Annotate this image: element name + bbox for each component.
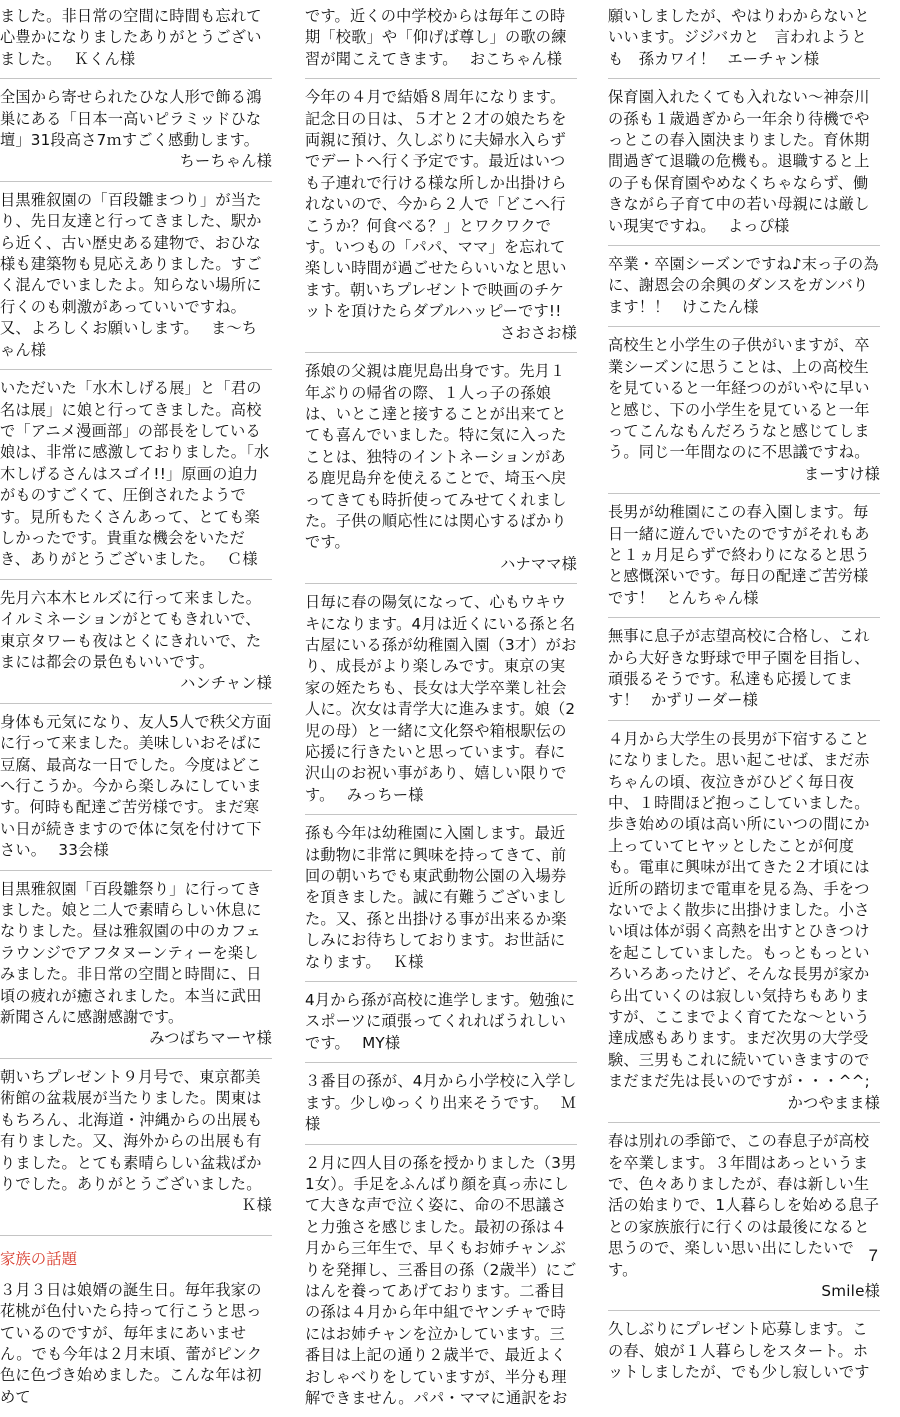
post-author: 33会様 — [58, 841, 109, 859]
post-author: ま～ちゃん様 — [0, 319, 257, 358]
post-text: 日毎に春の陽気になって、心もウキウキになります。4月は近くにいる孫と名古屋にいる孫が幼稚園入園（3才）がおり、成長がより楽しみです。東京の実家の姪たちも、長女は大学卒業し社会人に。次女は青学大に進みます。娘（2児の母）と一緒に文化祭や箱根駅伝の応援に行きたいと思っています。春に沢山のお祝い事があり、嬉しい限りです。 — [305, 593, 576, 804]
page-number: 7 — [869, 1246, 878, 1266]
reader-post — [305, 0, 577, 78]
post-text: ました。非日常の空間に時間も忘れて心豊かになりましたありがとうございました。 — [0, 7, 262, 68]
post-author: みつばちマーヤ様 — [0, 1028, 272, 1049]
reader-post — [305, 78, 577, 352]
post-text: 願いしましたが、やはりわからないといいます。ジジバカと 言われようとも 孫カワイ！ — [608, 7, 870, 68]
reader-post — [608, 245, 880, 326]
column-2 — [305, 0, 577, 1417]
post-text: 4月から孫が高校に進学します。勉強にスポーツに頑張ってくれればうれしいです。 — [305, 991, 575, 1052]
reader-post — [0, 870, 272, 1058]
post-text: 卒業・卒園シーズンですね♪末っ子の為に、謝恩会の余興のダンスをガンバります！！ — [608, 255, 879, 316]
reader-post — [305, 352, 577, 583]
post-text: 長男が幼稚園にこの春入園します。毎日一緒に遊んでいたのですがそれもあと１ヵ月足らずで終わりになると思うと感慨深いです。毎日の配達ご苦労様です！ — [608, 503, 870, 607]
reader-post — [0, 1058, 272, 1225]
post-author: Ｋ様 — [393, 953, 424, 971]
post-author: ハンチャン様 — [0, 673, 272, 694]
reader-post — [305, 1144, 577, 1417]
post-author: みっちー様 — [347, 786, 424, 804]
post-author: まーすけ様 — [608, 464, 880, 485]
reader-post — [608, 617, 880, 720]
column-3 — [608, 0, 880, 1392]
post-author: ハナママ様 — [305, 554, 577, 575]
post-text: ３番目の孫が、4月から小学校に入学します。少しゆっくり出来そうです。 — [305, 1072, 576, 1111]
reader-post — [305, 981, 577, 1062]
post-author: MY様 — [362, 1034, 400, 1052]
post-text: 今年の４月で結婚８周年になります。記念日の日は、５才と２才の娘たちを両親に預け、久しぶりに夫婦水入らずでデートへ行く予定です。最近はいつも子連れで行ける様な所しか出掛けられないので、今から２人で「どこへ行こうか？何食べる？」とワクワクです。いつもの「パパ、ママ」を忘れて楽しい時間が過ごせたらいいなと思います。朝いちプレゼントで映画のチケットを頂けたらダブルハッピーです!! — [305, 88, 567, 320]
post-text: 保育園入れたくても入れない～神奈川の孫も１歳過ぎから一年余り待機でやっとこの春入園決まりました。育休期間過ぎて退職の危機も。退職すると上の子も保育園やめなくちゃならず、働きながら子育て中の若い母親には厳しい現実ですね。 — [608, 88, 870, 234]
post-author: よっぴ様 — [728, 217, 790, 235]
post-text: 孫娘の父親は鹿児島出身です。先月１年ぶりの帰省の際、１人っ子の孫娘は、いとこ達と接することが出来てとても喜んでいました。特に気に入ったことは、独特のイントネーションがある鹿児島弁を使えることで、埼玉へ戻ってきても時折使ってみせてくれました。子供の順応性には関心するばかりです。 — [305, 362, 567, 551]
post-author: かずリーダー様 — [651, 691, 758, 709]
post-author: とんちゃん様 — [666, 589, 758, 607]
reader-post — [0, 78, 272, 181]
post-author: Ｋ様 — [0, 1195, 272, 1216]
post-author: Ｃ様 — [227, 550, 258, 568]
reader-post — [0, 579, 272, 703]
reader-post — [608, 326, 880, 493]
reader-post — [0, 0, 272, 78]
reader-post — [0, 703, 272, 870]
post-text: 朝いちプレゼント９月号で、東京都美術館の盆栽展が当たりました。関東はもちろん、北海道・沖縄からの出展も有りました。又、海外からの出展も有りました。とても素晴らしい盆栽ばかりでした。ありがとうございました。 — [0, 1068, 263, 1193]
post-text: 無事に息子が志望高校に合格し、これから大好きな野球で甲子園を目指し、頑張るそうです。私達も応援してます！ — [608, 627, 870, 709]
post-author: さおさお様 — [305, 323, 577, 344]
post-text: 目黒雅叙園の「百段雛まつり」が当たり、先日友達と行ってきました、駅から近く、古い歴史ある建物で、おひな様も建築物も見応えありました。すごく混んでいましたよ。知らない場所に行くのも刺激があっていいですね。又、よろしくお願いします。 — [0, 191, 262, 337]
reader-post — [608, 720, 880, 1122]
reader-post — [608, 0, 880, 78]
reader-post — [305, 583, 577, 814]
post-text: 孫も今年は幼稚園に入園します。最近は動物に非常に興味を持ってきて、前回の朝いちでも東武動物公園の入場券を頂きました。誠に有難うございました。又、孫と出掛ける事が出来るか楽しみにお待ちしております。お世話になります。 — [305, 824, 567, 970]
post-author: おこちゃん様 — [470, 50, 562, 68]
reader-post — [305, 1062, 577, 1143]
reader-post — [0, 369, 272, 579]
reader-post — [0, 181, 272, 369]
reader-post — [608, 1122, 880, 1310]
post-text: いただいた「水木しげる展」と「君の名は展」に娘と行ってきました。高校で「アニメ漫画部」の部長をしている娘は、非常に感激しておりました。「水木しげるさんはスゴイ!!」原画の迫力がものすごくて、圧倒されたようです。見所もたくさんあって、とても楽しかったです。貴重な機会をいただき、ありがとうございました。 — [0, 379, 269, 568]
post-text: 全国から寄せられたひな人形で飾る鴻巣にある「日本一高いピラミッドひな壇」31段高さ7ｍすごく感動します。 — [0, 88, 262, 149]
reader-post — [608, 493, 880, 617]
post-text: 身体も元気になり、友人5人で秩父方面に行って来ました。美味しいおそばに豆腐、最高な一日でした。今度はどこへ行こうか。今から楽しみにしています。何時も配達ご苦労様です。まだ寒い日が続きますので体に気を付けて下さい。 — [0, 713, 271, 859]
reader-post — [608, 1310, 880, 1391]
post-text: です。近くの中学校からは毎年この時期「校歌」や「仰げば尊し」の歌の練習が聞こえてきます。 — [305, 7, 567, 68]
reader-post — [305, 814, 577, 981]
post-text: 高校生と小学生の子供がいますが、卒業シーズンに思うことは、上の高校生を見ていると一年経つのがいやに早いと感じ、下の小学生を見ていると一年ってこんなもんだろうなと感じてしまう。同じ一年間なのに不思議ですね。 — [608, 336, 870, 461]
post-text: 先月六本木ヒルズに行って来ました。イルミネーションがとてもきれいで、東京タワーも夜はとくにきれいで、たまには都会の景色もいいです。 — [0, 589, 261, 671]
post-text: 目黒雅叙園「百段雛祭り」に行ってきました。娘と二人で素晴らしい休息になりました。昼は雅叙園の中のカフェラウンジでアフタヌーンティーを楽しみました。非日常の空間と時間に、日頃の疲れが癒されました。本当に武田新聞さんに感謝感謝です。 — [0, 880, 262, 1026]
post-author: Ｋくん様 — [74, 50, 136, 68]
post-author: Ｍ様 — [305, 1094, 576, 1133]
post-author: Smile様 — [608, 1281, 880, 1302]
post-author: かつやまま様 — [608, 1093, 880, 1114]
post-author: けこたん様 — [682, 298, 759, 316]
post-text: 久しぶりにプレゼント応募します。この春、娘が１人暮らしをスタート。ホットしましたが、でも少し寂しいです — [608, 1320, 870, 1381]
post-author: ちーちゃん様 — [0, 151, 272, 172]
reader-post — [608, 78, 880, 245]
post-text: ３月３日は娘婿の誕生日。毎年我家の花桃が色付いたら持って行こうと思っているのですが、毎年まにあいません。でも今年は２月末頃、蕾がピンク色に色づき始めました。こんな年は初めて — [0, 1281, 262, 1406]
post-text: 春は別れの季節で、この春息子が高校を卒業します。３年間はあっというまで、色々ありましたが、春は新しい生活の始まりで、1人暮らしを始める息子との家族旅行に行くのは最後になると思うので、楽しい思い出にしたいです。 — [608, 1132, 879, 1278]
post-text: ４月から大学生の長男が下宿することになりました。思い起こせば、まだ赤ちゃんの頃、夜泣きがひどく毎日夜中、１時間ほど抱っこしていました。歩き始めの頃は高い所にいつの間にか上っていてヒヤッとしたことが何度も。電車に興味が出てきた２才頃には近所の踏切まで電車を見る為、手をつないでよく散歩に出掛けました。小さい頃は体が弱く高熱を出すとひきつけを起こしていました。もっともっといろいろあったけど、そんな長男が家から出ていくのは寂しい気持ちもありますが、ここまでよく育てたな～という達成感もあります。まだ次男の大学受験、三男もこれに続いていきますのでまだまだ先は長いのですが・・・^^; — [608, 730, 870, 1091]
post-text: ２月に四人目の孫を授かりました（3男1女）。手足をふんばり顔を真っ赤にして大きな声で泣く姿に、命の不思議さと力強さを感じました。最初の孫は４月から三年生で、早くもお姉チャンぶりを発揮し、三番目の孫（2歳半）にごはんを養ってあげております。二番目の孫は４月から年中組でヤンチャで時にはお姉チャンを泣かしています。三番目は上記の通り２歳半で、最近よくおしゃべりをしていますが、半分も理解できません。パパ・ママに通訳をお — [305, 1154, 576, 1407]
column-1 — [0, 0, 272, 1416]
post-author: エーチャン様 — [727, 50, 819, 68]
reader-post — [0, 1274, 272, 1416]
section-heading: 家族の話題 — [0, 1235, 272, 1274]
